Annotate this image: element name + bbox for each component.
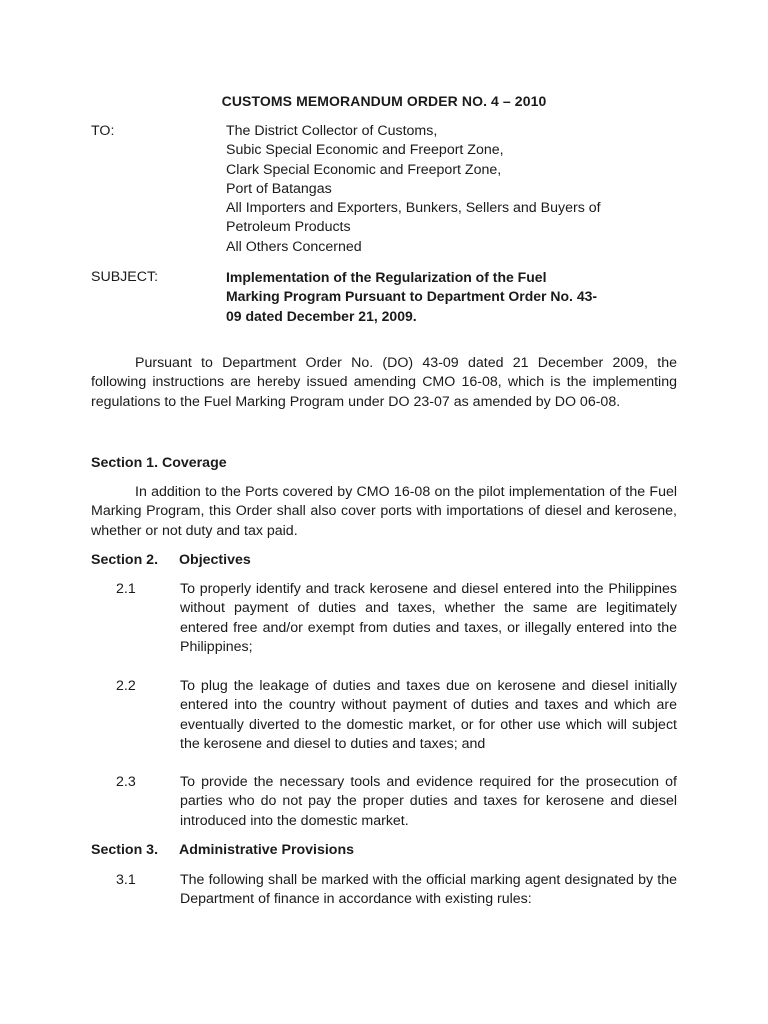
section-2-number: Section 2. [91, 552, 159, 568]
addressee-line: All Others Concerned [226, 238, 362, 255]
document-title: CUSTOMS MEMORANDUM ORDER NO. 4 – 2010 [221, 93, 547, 109]
addressee-line: Port of Batangas [226, 180, 332, 197]
item-number: 3.1 [116, 872, 136, 888]
section-1-paragraph [91, 483, 677, 541]
item-number: 2.2 [116, 678, 136, 694]
item-text: To properly identify and track kerosene and diesel entered into the Philippines without payment of duties and taxes, whether the same are legitimately entered free and/or exempt from duties and taxes, or illegally entered into the Philippines; [180, 581, 677, 655]
section-1-heading: Section 1. Coverage [91, 455, 227, 471]
subject-label: SUBJECT: [91, 269, 159, 285]
item-text: The following shall be marked with the official marking agent designated by the Department of finance in accordance with existing rules: [180, 872, 677, 908]
section-3-number: Section 3. [91, 842, 159, 858]
subject-line: Marking Program Pursuant to Department Order No. 43- [226, 288, 598, 305]
item-text: To provide the necessary tools and evidence required for the prosecution of parties who do not pay the proper duties and taxes for kerosene and diesel introduced into the domestic market. [180, 774, 677, 829]
addressee-line: Petroleum Products [226, 219, 351, 236]
addressee-line: All Importers and Exporters, Bunkers, Sellers and Buyers of [226, 200, 601, 217]
section-2-heading [91, 551, 251, 570]
section-3-title: Administrative Provisions [179, 842, 355, 858]
addressee-list [226, 122, 646, 257]
section-2-title: Objectives [179, 552, 251, 568]
section-3-heading [91, 841, 354, 860]
addressee-line: The District Collector of Customs, [226, 123, 438, 139]
addressee-line: Clark Special Economic and Freeport Zone, [226, 161, 502, 178]
addressee-line: Subic Special Economic and Freeport Zone, [226, 142, 504, 159]
subject-line: 09 dated December 21, 2009. [226, 307, 417, 324]
to-label: TO: [91, 123, 115, 139]
subject-text [226, 268, 636, 326]
item-text: To plug the leakage of duties and taxes due on kerosene and diesel initially entered into the country without payment of duties and taxes and which are eventually diverted to the domestic market, or for other use which will subject the kerosene and diesel to duties and taxes; and [180, 678, 677, 752]
intro-text: Pursuant to Department Order No. (DO) 43-09 dated 21 December 2009, the following instructions are hereby issued amending CMO 16-08, which is the implementing regulations to the Fuel Marking Program under DO 23-07 as amended by DO 06-08. [91, 355, 677, 410]
section-1-text: In addition to the Ports covered by CMO 16-08 on the pilot implementation of the Fuel Marking Program, this Order shall also cover ports with importations of diesel and kerosene, whether or not duty and tax paid. [91, 484, 677, 539]
intro-paragraph [91, 354, 677, 412]
item-number: 2.3 [116, 774, 136, 790]
item-number: 2.1 [116, 581, 136, 597]
subject-line: Implementation of the Regularization of the Fuel [226, 269, 547, 285]
